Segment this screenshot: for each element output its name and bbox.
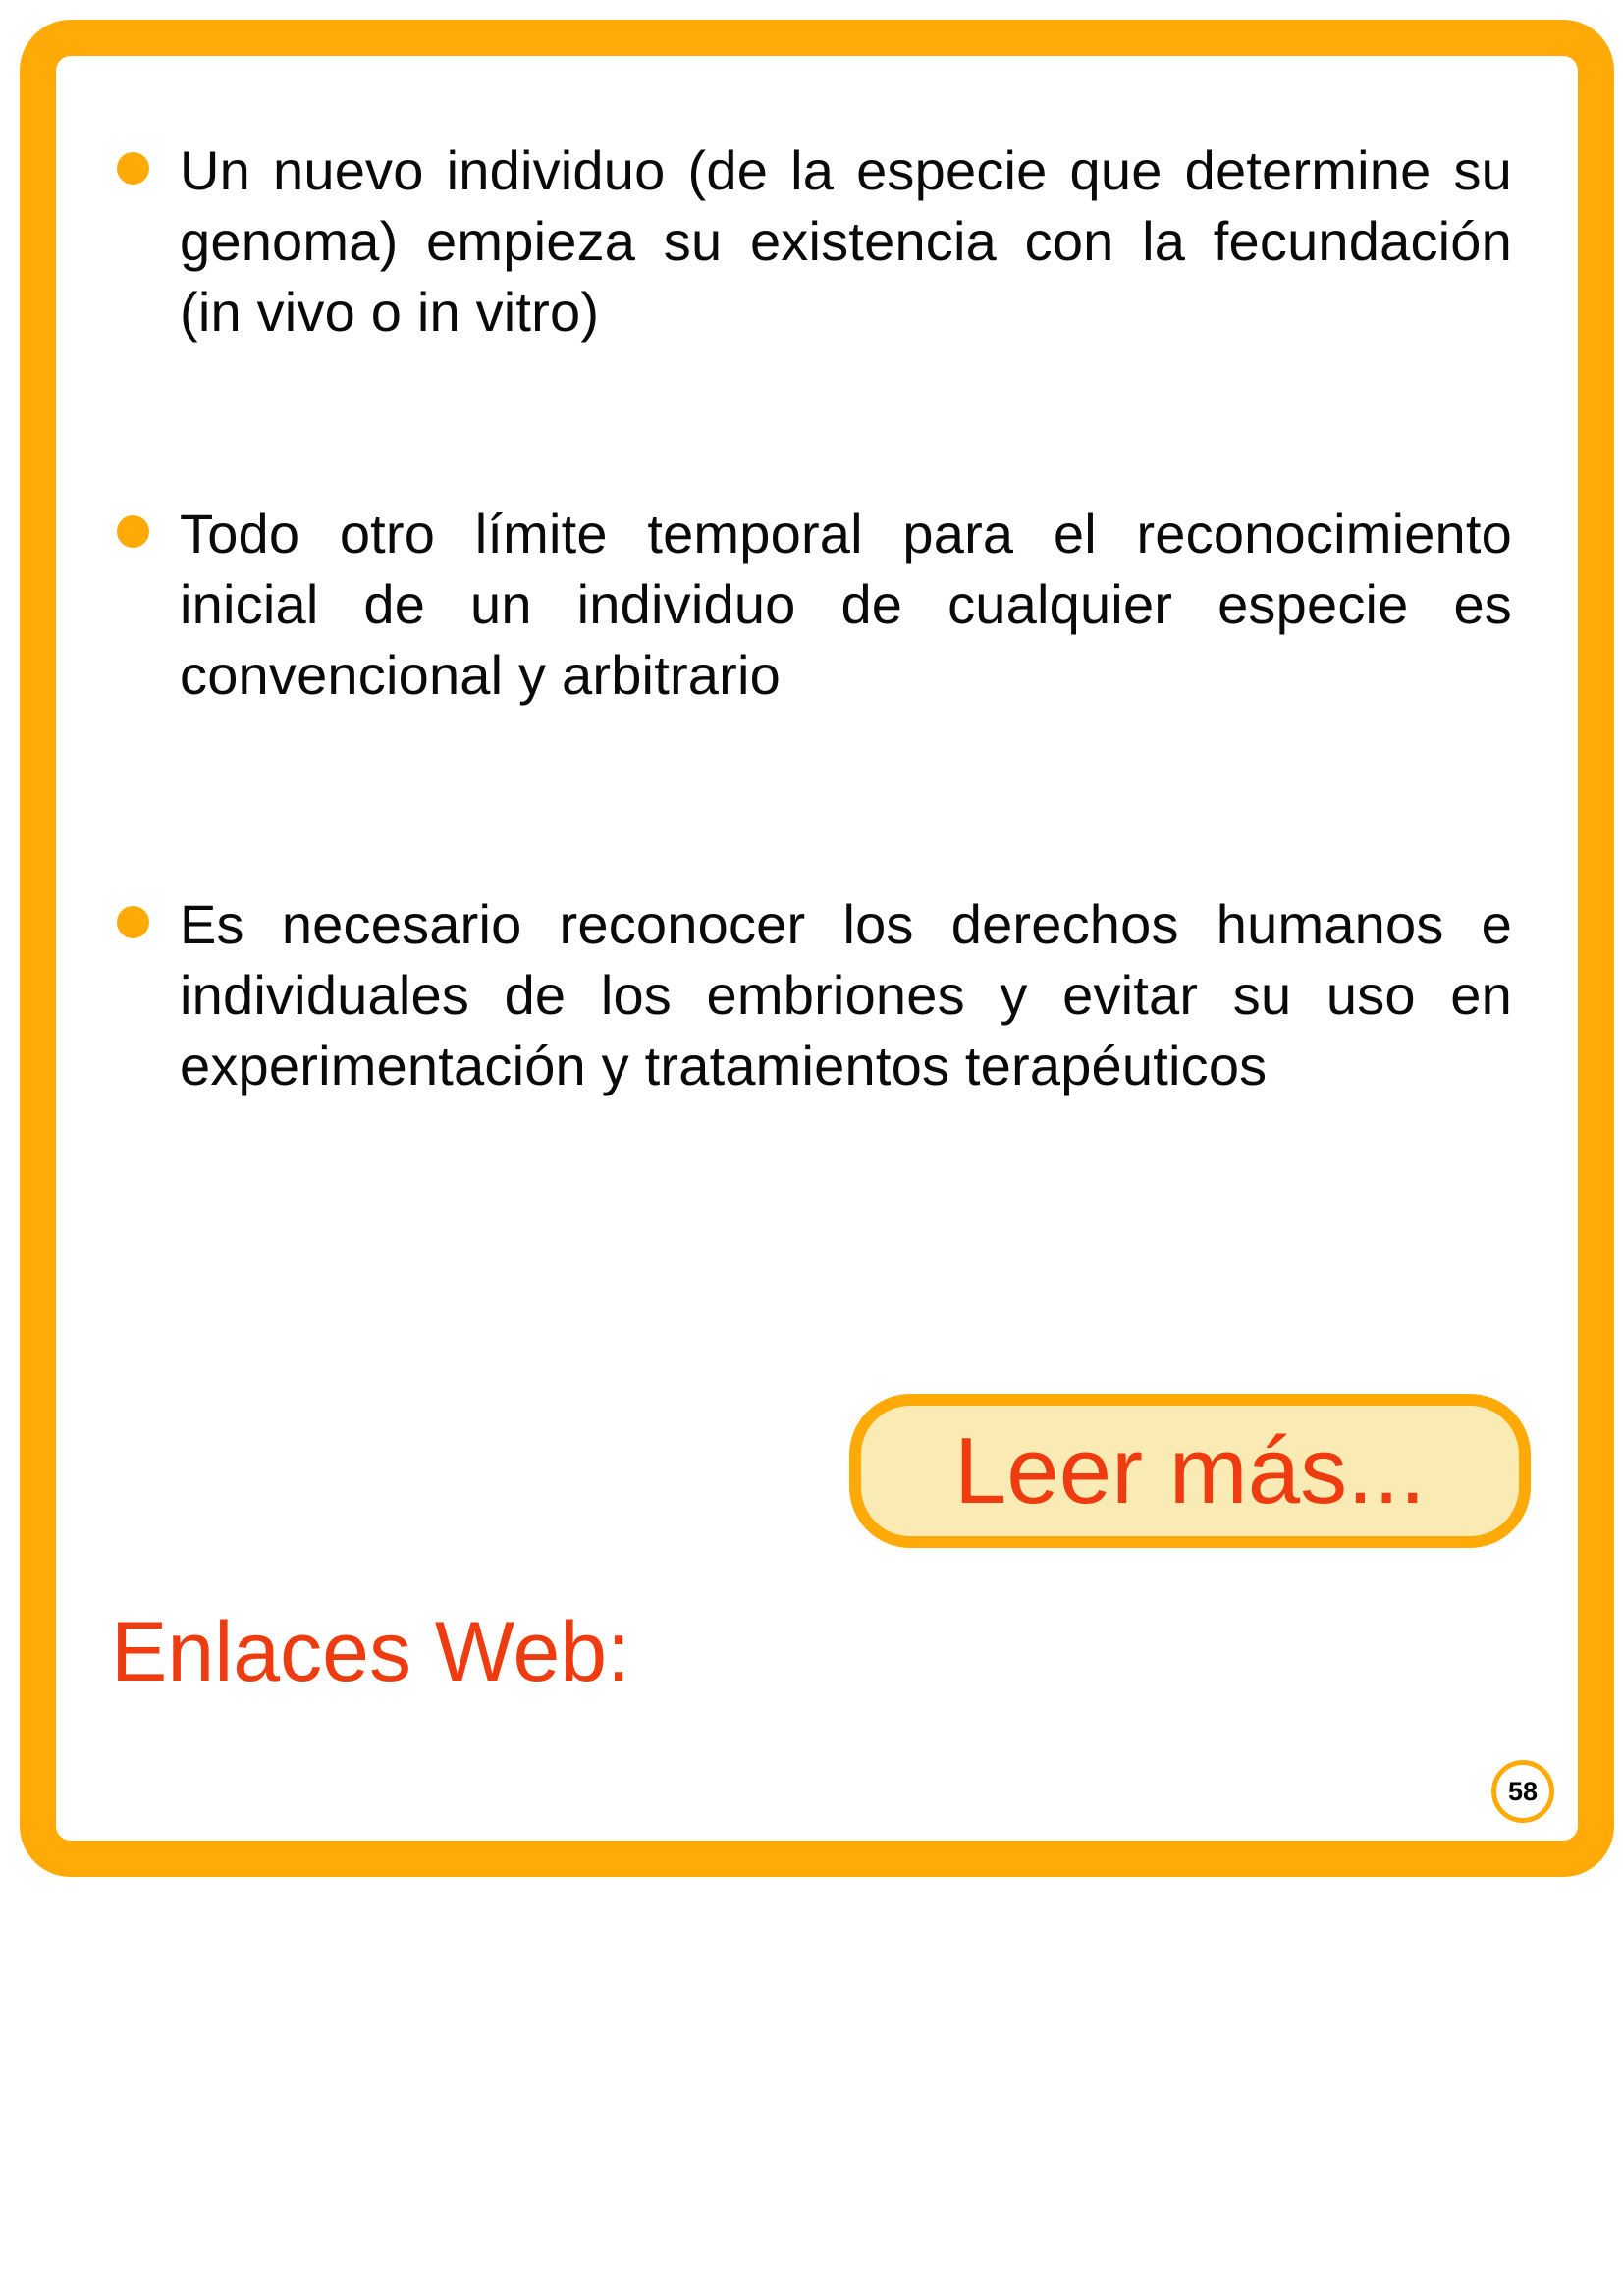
bullet-dot-icon [117,906,149,938]
web-links-heading: Enlaces Web: [111,1605,631,1699]
bullet-dot-icon [117,152,149,185]
bullet-item [95,135,1512,347]
read-more-button[interactable]: Leer más... [849,1394,1531,1548]
page-number-badge: 58 [1491,1760,1554,1823]
bullet-item [95,499,1512,711]
bullet-text: Todo otro límite temporal para el reconocimiento inicial de un individuo de cualquier especie es convencional y arbitrario [180,503,1512,706]
bullet-text: Es necesario reconocer los derechos humanos e individuales de los embriones y evitar su uso en experimentación y tratamientos terapéuticos [180,893,1512,1096]
bullet-item [95,889,1512,1101]
bullet-dot-icon [117,515,149,548]
bullet-text: Un nuevo individuo (de la especie que determine su genoma) empieza su existencia con la fecundación (in vivo o in vitro) [180,139,1512,343]
